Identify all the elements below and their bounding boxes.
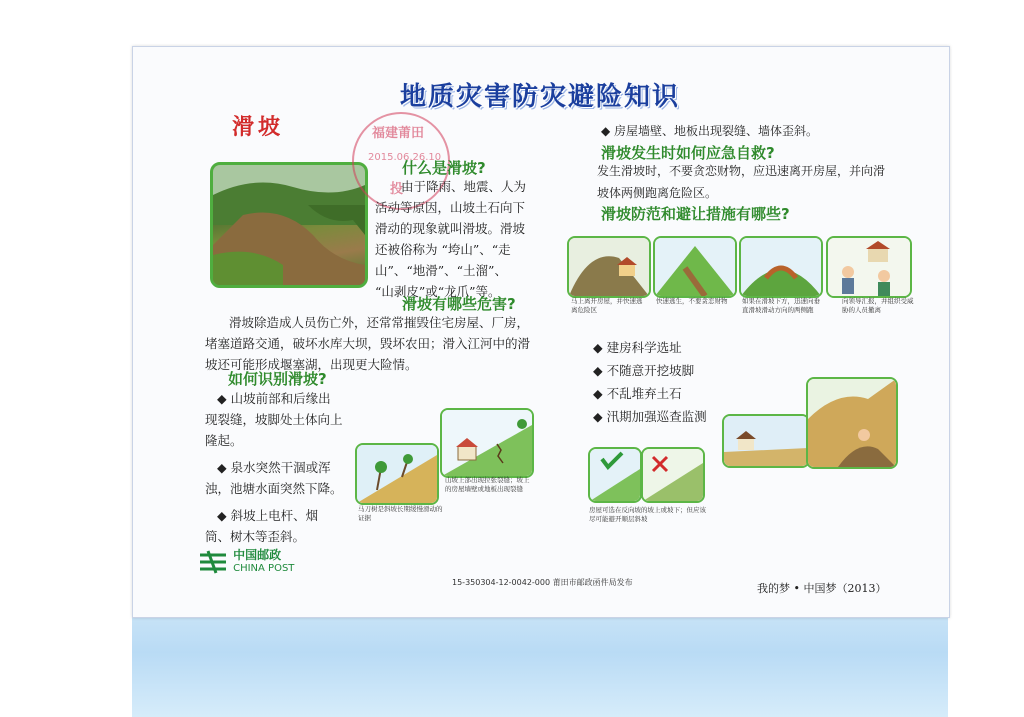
text-line: 坡体两侧跑离危险区。 xyxy=(597,186,718,200)
logo-en: CHINA POST xyxy=(233,563,295,574)
what-is-text xyxy=(375,176,545,302)
logo-cn: 中国邮政 xyxy=(233,548,282,562)
flee-illustration xyxy=(653,236,737,298)
crack-illustration xyxy=(440,408,534,478)
tilted-tree-illustration xyxy=(355,443,439,505)
caption-report: 向领导汇报，并组织受威胁的人员撤离 xyxy=(842,297,914,314)
page-title: 地质灾害防灾避险知识 xyxy=(400,82,681,112)
self-rescue-text xyxy=(597,160,917,204)
text-line: 滑动的现象就叫滑坡。滑坡 xyxy=(375,221,526,236)
report-illustration xyxy=(826,236,912,298)
section-title: 滑坡 xyxy=(232,115,285,140)
text-line: 还被俗称为 “垮山”、“走 xyxy=(375,242,511,257)
caption-crack: 山坡上部出现拉张裂缝；坡上的房屋墙壁或地板出现裂缝 xyxy=(445,476,530,493)
text-line: 坡还可能形成堰塞湖，出现更大险情。 xyxy=(205,357,418,372)
harm-text xyxy=(205,312,550,375)
bullet-line: ◆ 泉水突然干涸或浑 xyxy=(217,460,331,475)
bullet-line: ◆ 斜坡上电杆、烟 xyxy=(217,508,319,523)
question-harm: 滑坡有哪些危害? xyxy=(402,295,516,313)
run-sideways-illustration xyxy=(739,236,823,298)
postmark-place: 福建莆田 xyxy=(372,126,425,141)
identify-list xyxy=(205,388,365,547)
postmark-mark: 投 xyxy=(390,182,404,197)
wrong-siting-illustration xyxy=(641,447,705,503)
question-prevention: 滑坡防范和避让措施有哪些? xyxy=(601,205,790,223)
question-self-rescue: 滑坡发生时如何应急自救? xyxy=(601,144,775,162)
china-post-emblem-icon xyxy=(198,549,228,575)
landslide-photo xyxy=(210,162,368,288)
caption-flee: 快速逃生，不要贪恋财物 xyxy=(656,297,728,305)
text-line: 山”、“地滑”、“土溜”、 xyxy=(375,263,507,278)
issue-code: 15-350304-12-0042-000 莆田市邮政函件局发布 xyxy=(452,578,633,587)
bullet-line: ◆ 不随意开挖坡脚 xyxy=(593,363,695,378)
bullet-house-crack: ◆ 房屋墙壁、地板出现裂缝、墙体歪斜。 xyxy=(601,124,819,138)
correct-siting-illustration xyxy=(588,447,642,503)
bullet-line: ◆ 不乱堆弃土石 xyxy=(593,386,682,401)
escape-house-illustration xyxy=(567,236,651,298)
text-line: 堵塞道路交通，破坏水库大坝，毁坏农田；滑入江河中的滑 xyxy=(205,336,531,351)
bullet-line: 筒、树木等歪斜。 xyxy=(205,529,306,544)
caption-escape: 马上离开房屋，并快速逃离危险区 xyxy=(571,297,643,314)
prevention-list xyxy=(593,336,707,428)
caption-siting: 房屋可选在反向坡的坡上或坡下；但应该尽可能避开顺层斜坡 xyxy=(589,506,706,523)
question-what-is: 什么是滑坡? xyxy=(402,159,486,177)
text-line: 滑坡除造成人员伤亡外，还常常摧毁住宅房屋、厂房， xyxy=(229,315,530,330)
cut-slope-illustration xyxy=(806,377,898,469)
text-line: “山剥皮”或“龙爪”等。 xyxy=(375,284,501,299)
bullet-line: 现裂缝，坡脚处土体向上 xyxy=(205,412,343,427)
bullet-line: 隆起。 xyxy=(205,433,243,448)
slogan: 我的梦 • 中国梦（2013） xyxy=(757,582,887,595)
bullet-line: ◆ 汛期加强巡查监测 xyxy=(593,409,707,424)
china-post-logo xyxy=(198,549,294,575)
bullet-line: ◆ 山坡前部和后缘出 xyxy=(217,391,331,406)
text-line: 活动等原因，山坡土石向下 xyxy=(375,200,526,215)
bullet-line: 浊，池塘水面突然下降。 xyxy=(205,481,343,496)
text-line: 由于降雨、地震、人为 xyxy=(401,179,527,194)
site-selection-illustration xyxy=(722,414,810,468)
postmark-date: 2015.06.26.10 xyxy=(368,152,442,163)
caption-tilted-tree: 马刀树是斜坡长期缓慢滑动的证据 xyxy=(358,505,443,522)
bullet-line: ◆ 建房科学选址 xyxy=(593,340,682,355)
text-line: 发生滑坡时，不要贪恋财物，应迅速离开房屋，并向滑 xyxy=(597,164,886,178)
question-identify: 如何识别滑坡? xyxy=(228,370,327,388)
caption-run-sideways: 如果在滑坡下方，迅速向垂直滑坡滑动方向的两侧跑 xyxy=(742,297,820,314)
